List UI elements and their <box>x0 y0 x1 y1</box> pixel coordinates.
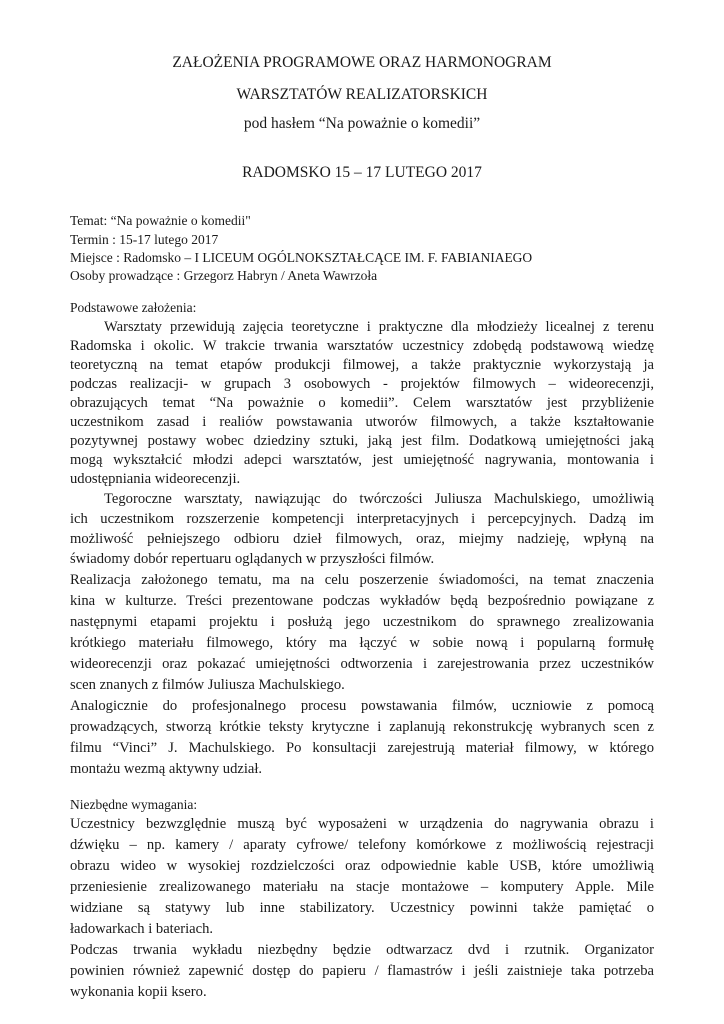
paragraph-line: montażu wezmą aktywny udział. <box>70 761 263 777</box>
paragraph-line: filmu “Vinci” J. Machulskiego. Po konsultacji zarejestrują materiał filmowy, w którego <box>70 740 654 756</box>
paragraph-line: scen znanych z filmów Juliusza Machulskiego. <box>70 677 345 693</box>
paragraph-line: obrazu wideo w wysokiej rozdzielczości oraz odpowiednie kable USB, które umożliwią <box>70 858 654 874</box>
paragraph-line: podczas realizacji- w grupach 3 osobowych - projektów filmowych – wideorecenzji, <box>70 376 654 392</box>
paragraph-line: dźwięku – np. kamery / aparaty cyfrowe/ telefony komórkowe z możliwością rejestracji <box>70 837 654 853</box>
title-line-2: WARSZTATÓW REALIZATORSKICH <box>236 86 488 103</box>
paragraph-line: udostępniania wideorecenzji. <box>70 471 241 487</box>
meta-hosts: Osoby prowadzące : Grzegorz Habryn / Aneta Wawrzoła <box>70 268 378 283</box>
subtitle-motto: pod hasłem “Na poważnie o komedii” <box>243 115 481 132</box>
paragraph-line: obrazujących temat “Na poważnie o komedii”. Celem warsztatów jest przybliżenie <box>70 395 654 411</box>
paragraph-line: ładowarkach i bateriach. <box>70 921 214 937</box>
paragraph-line: krótkiego materiału filmowego, który ma łączyć w sobie nową i popularną formułę <box>70 635 654 651</box>
paragraph-line: możliwość pełniejszego odbioru dzieł filmowych, oraz, miejmy nadzieję, wpłyną na <box>70 531 654 547</box>
paragraph-line: Analogicznie do profesjonalnego procesu powstawania filmów, uczniowie z pomocą <box>70 698 654 714</box>
paragraph-line: uczestnikom zasad i realiów powstawania utworów filmowych, a także kształtowanie <box>70 414 654 430</box>
meta-topic: Temat: “Na poważnie o komedii" <box>70 213 251 228</box>
paragraph-line: przeniesienie zrealizowanego materiału na stacje montażowe – komputery Apple. Mile <box>70 879 654 895</box>
paragraph-line: Podczas trwania wykładu niezbędny będzie odtwarzacz dvd i rzutnik. Organizator <box>70 942 654 958</box>
paragraph-line: prowadzących, stworzą krótkie teksty krytyczne i zaplanują rekonstrukcję wybranych scen z <box>70 719 654 735</box>
paragraph-line: pozytywnej postawy wobec dziedziny sztuki, jaką jest film. Dodatkową umiejętności jaką <box>70 433 654 449</box>
paragraph-line: Radomska i okolic. W trakcie trwania warsztatów uczestnicy zdobędą podstawową wiedzę <box>70 338 654 354</box>
paragraph-line: kina w kulturze. Treści prezentowane podczas wykładów będą bezpośrednio powiązane z <box>70 593 654 609</box>
paragraph-line: Tegoroczne warsztaty, nawiązując do twórczości Juliusza Machulskiego, umożliwią <box>104 491 654 507</box>
paragraph-line: Warsztaty przewidują zajęcia teoretyczne i praktyczne dla młodzieży licealnej z terenu <box>104 319 654 335</box>
paragraph-line: Realizacja założonego tematu, ma na celu poszerzenie świadomości, na temat znaczenia <box>70 572 654 588</box>
paragraph-line: mogą wykształcić młodzi adepci warsztatów, jest umiejętność nagrywania, montowania i <box>70 452 654 468</box>
paragraph-line: ich uczestnikom rozszerzenie kompetencji interpretacyjnych i percepcyjnych. Dadzą im <box>70 511 654 527</box>
paragraph-line: teoretyczną na temat etapów produkcji filmowej, a także praktycznie wykorzystają ja <box>70 357 654 373</box>
paragraph-line: wideorecenzji oraz pokazać umiejętności odtworzenia i zarejestrowania przez uczestników <box>70 656 654 672</box>
paragraph-line: powinien również zapewnić dostęp do papieru / flamastrów i jeśli zaistnieje taka potrzeba <box>70 963 654 979</box>
section-heading-requirements: Niezbędne wymagania: <box>70 797 198 812</box>
paragraph-line: widziane są statywy lub inne stabilizatory. Uczestnicy powinni także pamiętać o <box>70 900 654 916</box>
title-line-1: ZAŁOŻENIA PROGRAMOWE ORAZ HARMONOGRAM <box>172 54 552 71</box>
meta-place: Miejsce : Radomsko – I LICEUM OGÓLNOKSZTAŁCĄCE IM. F. FABIANIAEGO <box>70 250 533 265</box>
paragraph-line: świadomy dobór repertuaru oglądanych w przyszłości filmów. <box>70 551 435 567</box>
event-dates: RADOMSKO 15 – 17 LUTEGO 2017 <box>242 164 482 181</box>
paragraph-line: następnymi etapami projektu i posłużą jego uczestnikom do sprawnego zrealizowania <box>70 614 654 630</box>
meta-date: Termin : 15-17 lutego 2017 <box>70 232 219 247</box>
section-heading-basics: Podstawowe założenia: <box>70 300 197 315</box>
paragraph-line: Uczestnicy bezwzględnie muszą być wyposażeni w urządzenia do nagrywania obrazu i <box>70 816 654 832</box>
paragraph-line: wykonania kopii ksero. <box>70 984 207 1000</box>
